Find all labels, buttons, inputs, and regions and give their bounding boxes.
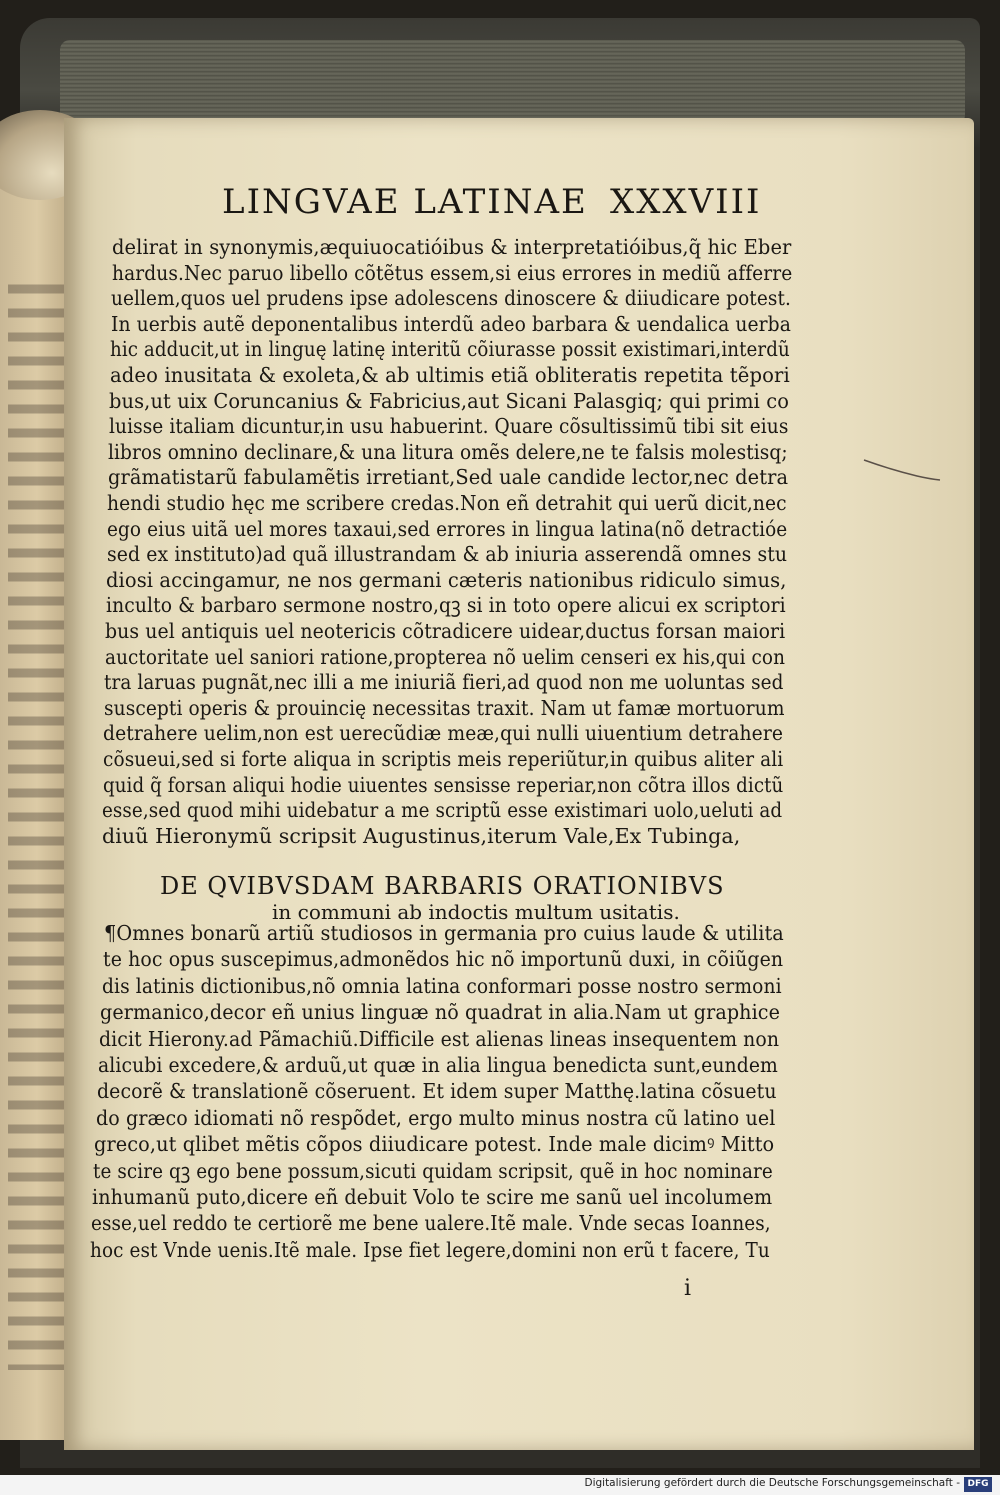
text-line: suscepti operis & prouincię necessitas traxit. Nam ut famæ mortuorum <box>104 695 785 720</box>
text-line: auctoritate uel saniori ratione,propterea nõ uelim censeri ex his,qui con <box>105 644 786 669</box>
text-line: dicit Hierony.ad Pãmachiũ.Difficile est alienas lineas insequentem non <box>99 1026 780 1051</box>
text-line: bus,ut uix Coruncanius & Fabricius,aut Sicani Palasgiq; qui primi co <box>109 388 790 413</box>
text-line: quid q̃ forsan aliqui hodie uiuentes sensisse reperiar,non cõtra illos dictũ <box>103 772 784 797</box>
text-line: In uerbis autẽ deponentalibus interdũ adeo barbara & uendalica uerba <box>111 311 791 336</box>
footer-bar <box>0 1475 1000 1495</box>
text-line: hoc est Vnde uenis.Itẽ male. Ipse fiet legere,domini non erũ t facere, Tu <box>90 1237 770 1262</box>
folio-number: XXXVIII <box>610 182 762 222</box>
text-line: ego eius uitã uel mores taxaui,sed errores in lingua latina(nõ detractióe <box>107 516 788 541</box>
marginal-pen-mark <box>862 452 942 492</box>
running-head <box>0 182 1000 234</box>
text-line: te hoc opus suscepimus,admonẽdos hic nõ importunũ duxi, in cõiũgen <box>103 947 784 972</box>
text-line: sed ex instituto)ad quã illustrandam & ab iniuria asserendã omnes stu <box>107 542 788 567</box>
text-line: germanico,decor eñ unius linguæ nõ quadrat in alia.Nam ut graphice <box>100 1000 781 1025</box>
text-line: tra laruas pugnãt,nec illi a me iniuriã fieri,ad quod non me uoluntas sed <box>104 670 784 695</box>
text-line: cõsueui,sed si forte aliqua in scriptis meis reperiũtur,in quibus aliter ali <box>103 747 784 771</box>
page-stack-edge <box>60 40 965 125</box>
text-line: delirat in synonymis,æquiuocatióibus & interpretatióibus,q̃ hic Eber <box>112 235 792 259</box>
text-line: inculto & barbaro sermone nostro,qꝫ si in toto opere alicui ex scriptori <box>106 593 786 618</box>
funding-credit: Digitalisierung gefördert durch die Deutsche Forschungsgemeinschaft - <box>584 1477 960 1489</box>
text-line: hardus.Nec paruo libello cõtẽtus essem,si eius errores in mediũ afferre <box>112 260 793 285</box>
text-line: greco,ut qlibet mẽtis cõpos diiudicare potest. Inde male dicimꝰ Mitto <box>94 1132 775 1157</box>
text-line: libros omnino declinare,& una litura omẽs delere,ne te falsis molestisq; <box>108 439 788 464</box>
text-line: uellem,quos uel prudens ipse adolescens dinoscere & diiudicare potest. <box>111 286 791 311</box>
text-line: te scire qꝫ ego bene possum,sicuti quidam scripsit, quẽ in hoc nominare <box>93 1158 773 1183</box>
text-line: do græco idiomati nõ respõdet, ergo multo minus nostra cũ latino uel <box>96 1105 776 1130</box>
signature-mark: i <box>684 1276 692 1301</box>
text-line: grãmatistarũ fabulamẽtis irretiant,Sed uale candide lector,nec detra <box>108 465 789 490</box>
text-line: bus uel antiquis uel neotericis cõtradicere uidear,ductus forsan maiori <box>105 619 786 643</box>
text-line: inhumanũ puto,dicere eñ debuit Volo te scire me sanũ uel incolumem <box>92 1185 773 1209</box>
text-line: dis latinis dictionibus,nõ omnia latina conformari posse nostro sermoni <box>102 973 782 998</box>
text-line: decorẽ & translationẽ cõseruent. Et idem super Matthę.latina cõsuetu <box>97 1079 777 1104</box>
text-line: diuũ Hieronymũ scripsit Augustinus,iterum Vale,Ex Tubinga, <box>102 823 741 848</box>
section-heading: DE QVIBVSDAM BARBARIS ORATIONIBVS <box>160 872 725 900</box>
text-line: esse,sed quod mihi uidebatur a me scriptũ esse existimari uolo,ueluti ad <box>102 798 783 823</box>
text-line: esse,uel reddo te certiorẽ me bene ualere.Itẽ male. Vnde secas Ioannes, <box>91 1211 771 1236</box>
text-line: hendi studio hęc me scribere credas.Non eñ detrahit qui uerũ dicit,nec <box>107 491 787 515</box>
text-line: ¶Omnes bonarũ artiũ studiosos in germania pro cuius laude & utilita <box>104 921 784 945</box>
dfg-logo: DFG <box>964 1477 992 1492</box>
text-line: detrahere uelim,non est uerecũdiæ meæ,qui nulli uiuentium detrahere <box>103 721 784 746</box>
running-head-title: LINGVAE LATINAE <box>222 182 588 222</box>
text-line: luisse italiam dicuntur,in usu habuerint. Quare cõsultissimũ tibi sit eius <box>109 414 789 439</box>
text-line: hic adducit,ut in linguę latinę interitũ cõiurasse possit existimari,interdũ <box>110 337 790 362</box>
section-subheading: in communi ab indoctis multum usitatis. <box>272 900 680 924</box>
text-line: alicubi excedere,& arduũ,ut quæ in alia lingua benedicta sunt,eundem <box>98 1053 778 1077</box>
text-line: adeo inusitata & exoleta,& ab ultimis etiã obliteratis repetita tẽpori <box>110 363 790 387</box>
text-line: diosi accingamur, ne nos germani cæteris nationibus ridiculo simus, <box>106 567 787 592</box>
